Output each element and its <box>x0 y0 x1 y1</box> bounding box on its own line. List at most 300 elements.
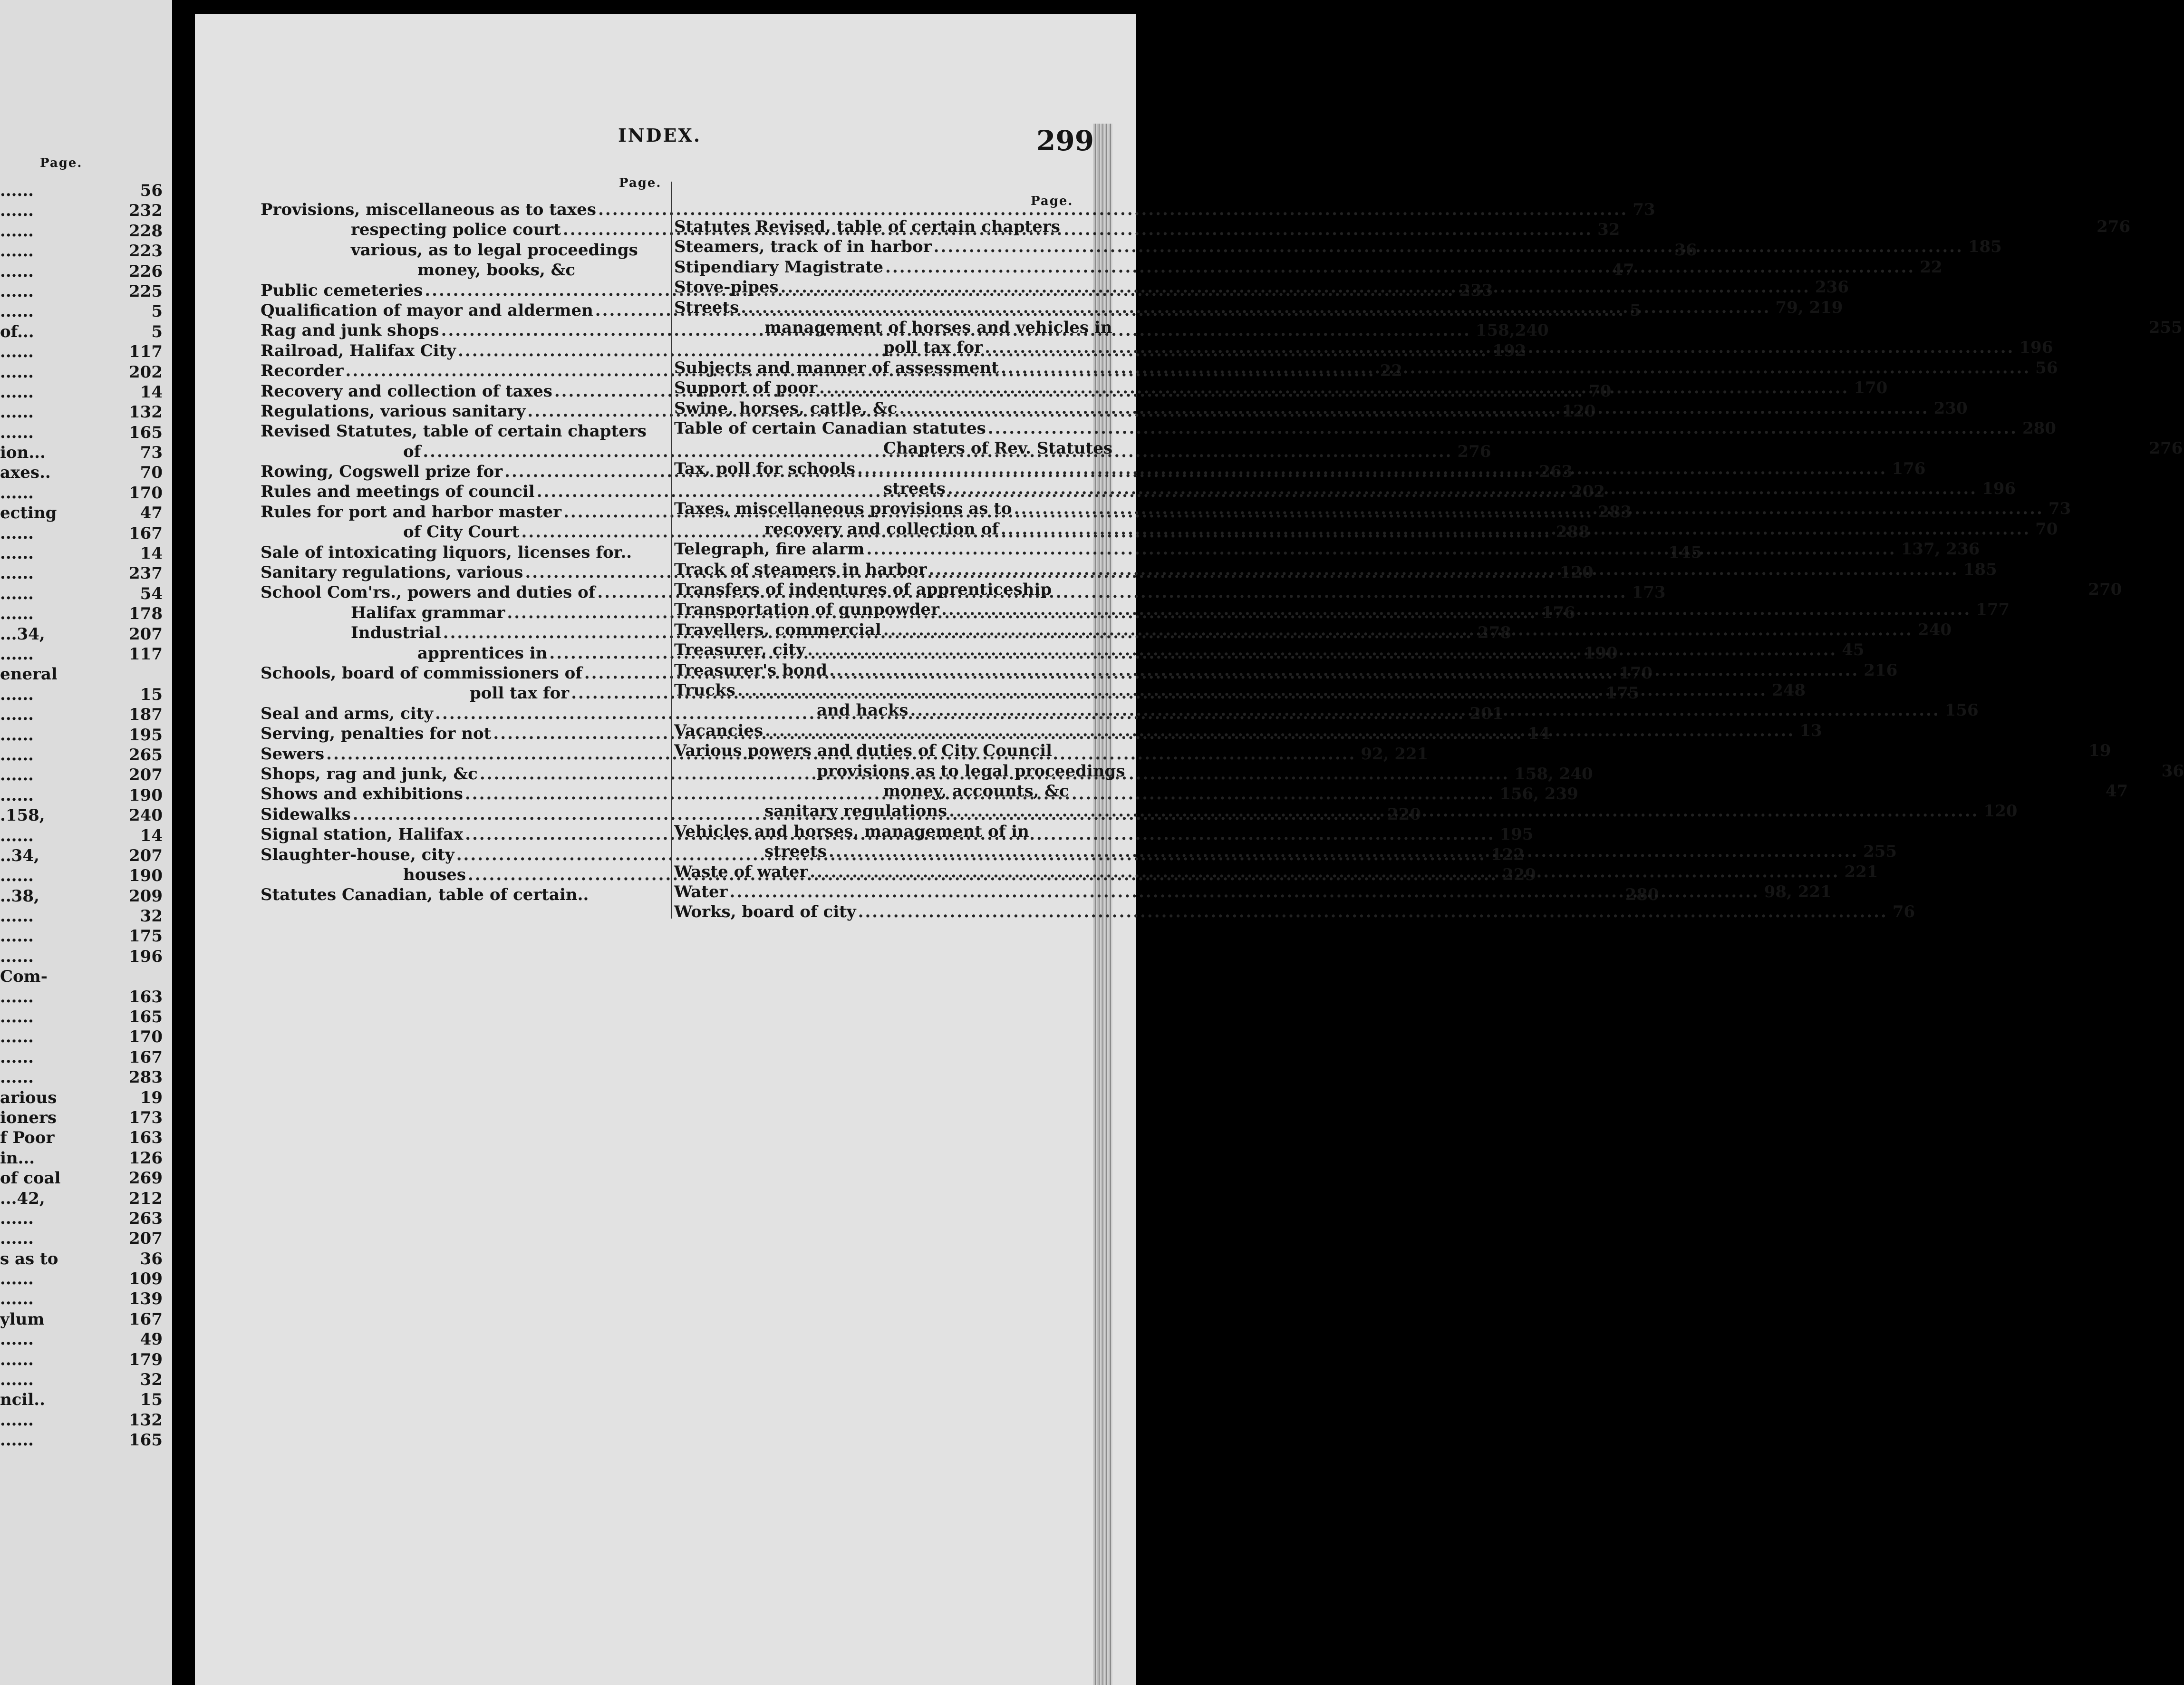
index-term: Water <box>674 882 728 901</box>
index-term: Tax, poll for schools <box>674 459 856 478</box>
left-page-page-ref <box>161 664 172 684</box>
left-page-fragment-text: ...34, <box>0 624 45 644</box>
left-page-page-ref: 187 <box>129 705 163 725</box>
dot-leader <box>737 680 1767 700</box>
left-page-entry <box>0 1168 172 1188</box>
left-page-fragment-text: ...... <box>0 685 34 704</box>
left-page-fragment-text: in... <box>0 1148 35 1168</box>
left-page-fragment-text: ...... <box>0 1047 34 1067</box>
index-term: Halifax grammar <box>351 603 505 622</box>
index-page-ref: 185 <box>1963 560 1997 579</box>
left-page-entry <box>0 181 172 201</box>
left-page-entry <box>0 443 172 463</box>
dot-leader <box>1001 358 2030 378</box>
index-page-ref: 170 <box>1854 378 1888 398</box>
index-page-ref: 270 <box>2088 580 2122 600</box>
index-page-ref: 22 <box>1920 257 1942 277</box>
index-page-ref: 196 <box>2019 338 2053 358</box>
index-page-ref: 255 <box>2148 318 2183 337</box>
dot-leader <box>988 418 2018 438</box>
index-page-ref: 240 <box>1918 620 1952 639</box>
index-page-ref: 158,240 <box>1475 321 1549 340</box>
index-page-ref: 175 <box>1605 684 1640 703</box>
left-page-fragment-text: ...... <box>0 907 34 926</box>
index-term: sanitary regulations <box>764 802 947 821</box>
dot-leader <box>741 298 1770 318</box>
index-page-ref: 32 <box>1597 220 1620 240</box>
index-term: Transfers of indentures of apprenticeship <box>674 580 1052 600</box>
left-page-page-ref: 167 <box>129 1309 163 1329</box>
left-page-page-ref: 232 <box>129 201 163 221</box>
left-page-page-ref: 265 <box>129 745 163 765</box>
left-page-fragment-text: ...... <box>0 1330 34 1349</box>
index-page-ref: 5 <box>1630 300 1641 320</box>
left-page-page-ref: 139 <box>129 1289 163 1309</box>
left-page-fragment-text: s as to <box>0 1249 58 1269</box>
left-page-entry <box>0 705 172 725</box>
index-page-ref: 190 <box>1584 643 1618 663</box>
left-page-entry <box>0 1088 172 1108</box>
left-page-page-ref: 165 <box>129 1431 163 1450</box>
index-term: management of horses and vehicles in <box>764 318 1112 337</box>
index-page-ref: 176 <box>1892 459 1926 478</box>
index-page-ref: 120 <box>1562 401 1596 421</box>
left-page-entry <box>0 1007 172 1027</box>
index-term: Statutes Revised, table of certain chapters <box>674 217 1060 236</box>
left-page-fragment-text: ...... <box>0 604 34 624</box>
left-page-fragment-text: ...... <box>0 1068 34 1087</box>
left-page-fragment-text: ...... <box>0 644 34 664</box>
left-page-page-ref: 190 <box>129 866 163 886</box>
index-term: streets <box>764 842 827 862</box>
left-page-fragment-text: ...... <box>0 785 34 805</box>
index-term: poll tax for <box>883 338 983 358</box>
left-page-entry <box>0 322 172 342</box>
left-page-entry <box>0 866 172 886</box>
column-divider <box>671 182 672 919</box>
index-page-ref: 47 <box>1612 261 1634 280</box>
left-page-page-ref: 207 <box>129 1229 163 1249</box>
index-term: Provisions, miscellaneous as to taxes <box>261 200 597 219</box>
left-page-page-ref: 109 <box>129 1269 163 1289</box>
index-term: Seal and arms, city <box>261 704 434 723</box>
left-page-page-ref: 49 <box>140 1330 163 1349</box>
index-page-ref: 47 <box>2105 781 2128 801</box>
left-page-fragment-text: ...... <box>0 1350 34 1369</box>
left-page-entry <box>0 1289 172 1309</box>
index-page-ref: 173 <box>1632 583 1666 602</box>
left-page-fragment-text: ...... <box>0 564 34 583</box>
dot-leader <box>985 338 2014 358</box>
dot-leader <box>949 801 1979 821</box>
index-term: Trucks <box>674 680 735 700</box>
index-term: Sewers <box>261 744 325 764</box>
left-page-page-ref: 15 <box>140 1390 163 1410</box>
index-page-ref: 177 <box>1976 600 2010 620</box>
left-page-page-ref: 207 <box>129 624 163 644</box>
left-page-fragment-text: of... <box>0 322 34 341</box>
left-page-fragment-text: ...42, <box>0 1189 45 1208</box>
index-page-ref: 137, 236 <box>1901 540 1980 559</box>
left-page-entry <box>0 1027 172 1047</box>
left-page-entry <box>0 563 172 583</box>
index-term: Sanitary regulations, various <box>261 563 523 582</box>
left-page-page-ref: 263 <box>129 1209 163 1228</box>
left-page-entry <box>0 1108 172 1128</box>
index-entry <box>674 438 2183 458</box>
left-page-entry <box>0 846 172 866</box>
index-page-ref: 202 <box>1571 482 1605 502</box>
left-page-page-ref: 32 <box>140 1370 163 1390</box>
index-term: Regulations, various sanitary <box>261 401 526 421</box>
dot-leader <box>807 640 1837 660</box>
left-page-fragment-text: arious <box>0 1088 57 1107</box>
left-page-fragment-text: ...... <box>0 947 34 966</box>
index-entry <box>674 298 1843 318</box>
index-page-ref: 278 <box>1477 623 1511 643</box>
left-page-entry <box>0 483 172 503</box>
dot-leader <box>858 902 1888 922</box>
left-page-page-ref <box>161 967 172 987</box>
index-page-ref: 220 <box>1387 804 1421 824</box>
index-page-ref: 36 <box>1674 240 1697 260</box>
right-column-heading: Page. <box>1031 194 1073 208</box>
left-page-page-ref: 47 <box>140 504 163 523</box>
index-page-ref: 233 <box>1459 281 1493 300</box>
index-page-ref: 19 <box>2088 741 2111 761</box>
index-page-ref: 98, 221 <box>1764 882 1832 901</box>
dot-leader <box>941 600 1971 620</box>
left-page-page-ref: 223 <box>129 242 163 261</box>
index-page-ref: 120 <box>1559 563 1594 582</box>
left-page-page-ref: 117 <box>129 644 163 664</box>
index-page-ref: 22 <box>1380 361 1403 381</box>
left-page-fragment-text: .158, <box>0 806 45 825</box>
index-term: Statutes Canadian, table of certain.. <box>261 885 589 905</box>
index-term: money, books, &c <box>417 261 576 280</box>
left-page-entry <box>0 584 172 604</box>
index-page-ref: 45 <box>1842 640 1865 660</box>
left-page-entry <box>0 1128 172 1148</box>
left-page-fragment-text: ...... <box>0 302 34 321</box>
left-page-fragment-text: ...... <box>0 584 34 603</box>
index-page-ref: 221 <box>1844 862 1878 881</box>
index-term: Rules for port and harbor master <box>261 502 562 522</box>
index-page-ref: 280 <box>1625 885 1659 905</box>
left-page-page-ref: 190 <box>129 785 163 805</box>
left-page-fragment-text: ...... <box>0 725 34 745</box>
dot-leader <box>857 459 1887 479</box>
left-page-entry <box>0 1430 172 1450</box>
dot-leader <box>910 700 1940 720</box>
dot-leader <box>1001 519 2030 539</box>
left-page-entry <box>0 362 172 382</box>
left-page-entry <box>0 1229 172 1249</box>
left-page-entry <box>0 826 172 846</box>
page-header-title: INDEX. <box>618 125 702 146</box>
index-term: Support of poor <box>674 378 818 398</box>
left-page-page-ref: 175 <box>129 927 163 946</box>
index-page-ref: 14 <box>1527 724 1550 744</box>
left-page-entry <box>0 543 172 563</box>
index-term: Signal station, Halifax <box>261 825 464 844</box>
index-page-ref: 170 <box>1619 663 1653 683</box>
dot-leader <box>883 620 1913 640</box>
index-entry <box>261 421 669 441</box>
index-page-ref: 263 <box>1539 462 1573 482</box>
left-page-entry <box>0 685 172 705</box>
left-page-entry <box>0 725 172 745</box>
left-page-page-ref: 178 <box>129 604 163 624</box>
index-page-ref: 73 <box>1633 200 1655 219</box>
left-page-index-column <box>0 181 172 1451</box>
left-page-column-heading: Page. <box>40 156 83 170</box>
index-page-ref: 185 <box>1968 237 2002 257</box>
index-term: and hacks <box>817 701 908 720</box>
left-page-fragment-text: f Poor <box>0 1128 55 1148</box>
index-page-ref: 145 <box>1668 542 1702 562</box>
left-page-entry <box>0 463 172 483</box>
left-page-page-ref: 226 <box>129 261 163 281</box>
left-page-page-ref: 167 <box>129 1047 163 1067</box>
left-page-fragment-text: ...... <box>0 362 34 382</box>
left-page-fragment-text: ...... <box>0 745 34 765</box>
index-page-ref: 70 <box>2035 519 2058 539</box>
index-page-ref: 56 <box>2035 358 2058 378</box>
dot-leader <box>730 882 1759 902</box>
index-page-ref: 158, 240 <box>1514 764 1593 784</box>
left-page-fragment-text: ...... <box>0 765 34 785</box>
index-page-ref: 276 <box>2097 217 2131 236</box>
index-term: of <box>403 442 421 461</box>
left-page-page-ref: 132 <box>129 1410 163 1430</box>
index-page-ref: 79, 219 <box>1775 298 1843 317</box>
index-term: Shows and exhibitions <box>261 784 463 804</box>
index-term: Schools, board of commissioners of <box>261 663 582 683</box>
left-page-entry <box>0 624 172 644</box>
index-page-ref: 280 <box>2022 418 2056 438</box>
dot-leader <box>781 277 1810 297</box>
left-column-heading: Page. <box>619 176 662 190</box>
left-page-page-ref: 170 <box>129 483 163 503</box>
left-page-fragment-text: ...... <box>0 866 34 886</box>
left-page-page-ref: 165 <box>129 423 163 442</box>
left-page-page-ref: 14 <box>140 544 163 563</box>
index-term: Recovery and collection of taxes <box>261 381 552 401</box>
dot-leader <box>1014 499 2044 519</box>
index-term: Table of certain Canadian statutes <box>674 418 986 438</box>
left-page-fragment-text: ...... <box>0 927 34 946</box>
index-term: Subjects and manner of assessment <box>674 358 999 378</box>
dot-leader <box>929 560 1959 580</box>
left-page-entry <box>0 1390 172 1410</box>
index-page-ref: 288 <box>1556 523 1590 542</box>
left-page-page-ref: 126 <box>129 1148 163 1168</box>
index-page-ref: 192 <box>1492 341 1527 360</box>
index-term: Serving, penalties for not <box>261 724 492 744</box>
index-term: streets <box>883 479 946 499</box>
index-term: Streets <box>674 298 739 317</box>
index-entry <box>674 418 2056 438</box>
left-page-fragment-text: ...... <box>0 1370 34 1390</box>
left-page-fragment-text: ...... <box>0 705 34 725</box>
index-term: Sidewalks <box>261 804 351 824</box>
index-term: money, accounts, &c <box>883 781 1069 801</box>
dot-leader <box>947 479 1977 499</box>
left-page-page-ref: 237 <box>129 564 163 583</box>
left-page-fragment-text: ..34, <box>0 846 39 865</box>
index-term: recovery and collection of <box>764 519 999 539</box>
left-page-fragment-text: ...... <box>0 382 34 402</box>
left-page-page-ref: 165 <box>129 1007 163 1027</box>
dot-leader <box>829 660 1859 680</box>
index-page-ref: 36 <box>2161 761 2184 781</box>
index-term: Steamers, track of in harbor <box>674 237 932 257</box>
left-page-entry <box>0 926 172 946</box>
left-page-entry <box>0 967 172 987</box>
index-term: Rules and meetings of council <box>261 482 535 502</box>
index-term: Track of steamers in harbor <box>674 560 927 579</box>
index-page-ref: 229 <box>1502 865 1537 884</box>
index-term: Rowing, Cogswell prize for <box>261 462 503 482</box>
left-page-page-ref: 163 <box>129 987 163 1007</box>
left-page-fragment-text: ...... <box>0 523 34 543</box>
left-page-page-ref: 5 <box>151 322 163 341</box>
left-page-page-ref: 212 <box>129 1189 163 1208</box>
index-page-ref: 248 <box>1772 680 1806 700</box>
index-page-ref: 120 <box>1983 802 2018 821</box>
index-term: Railroad, Halifax City <box>261 341 456 360</box>
left-page-entry <box>0 1067 172 1087</box>
index-term: Treasurer, city <box>674 640 806 660</box>
index-page-ref: 195 <box>1499 825 1534 844</box>
left-page-entry <box>0 1249 172 1269</box>
left-page-entry <box>0 261 172 281</box>
index-page-ref: 216 <box>1864 660 1898 680</box>
left-page-entry <box>0 886 172 906</box>
left-page-page-ref: 73 <box>140 443 163 463</box>
left-page-page-ref: 207 <box>129 765 163 785</box>
left-page-page-ref: 132 <box>129 403 163 422</box>
index-page-ref: 76 <box>1892 902 1915 922</box>
left-page-page-ref: 283 <box>129 1068 163 1087</box>
left-page-entry <box>0 342 172 362</box>
left-page-entry <box>0 221 172 241</box>
index-page-ref: 276 <box>2149 439 2183 458</box>
left-page-fragment-text: ...... <box>0 1431 34 1450</box>
left-page-fragment-text: ...... <box>0 1007 34 1027</box>
left-page-fragment-text: axes.. <box>0 463 51 483</box>
left-page-page-ref: 5 <box>151 302 163 321</box>
left-page-fragment-text: ...... <box>0 483 34 503</box>
index-page-ref: 230 <box>1933 398 1968 418</box>
left-page-page-ref: 170 <box>129 1027 163 1047</box>
left-page-page-ref: 228 <box>129 221 163 241</box>
index-page-ref: 13 <box>1799 721 1822 740</box>
left-page-fragment-text: ...... <box>0 201 34 221</box>
left-page-fragment-text: ...... <box>0 181 34 200</box>
index-term: Various powers and duties of City Council <box>674 741 1052 761</box>
left-page-entry <box>0 906 172 926</box>
index-term: provisions as to legal proceedings <box>817 761 1125 781</box>
index-term: Travellers, commercial <box>674 620 881 639</box>
left-page-entry <box>0 1309 172 1329</box>
left-page-fragment-text: ncil.. <box>0 1390 45 1410</box>
left-page-page-ref: 209 <box>129 886 163 906</box>
left-page-fragment-text: ...... <box>0 544 34 563</box>
left-page-page-ref: 269 <box>129 1169 163 1188</box>
left-page-page-ref: 19 <box>140 1088 163 1107</box>
index-page-ref: 70 <box>1589 381 1612 401</box>
left-page-fragment-text: ...... <box>0 221 34 241</box>
left-page-fragment-text: ...... <box>0 261 34 281</box>
left-page-fragment-text: ..38, <box>0 886 39 906</box>
left-page-entry <box>0 947 172 967</box>
left-page-page-ref: 117 <box>129 342 163 362</box>
index-page-ref: 196 <box>1982 479 2016 499</box>
dot-leader <box>765 721 1795 741</box>
index-entry <box>674 378 1888 398</box>
left-page-entry <box>0 1189 172 1209</box>
left-page-page-ref: 202 <box>129 362 163 382</box>
index-term: various, as to legal proceedings <box>351 240 638 260</box>
index-term: Recorder <box>261 361 344 381</box>
left-page-fragment-text: ...... <box>0 423 34 442</box>
left-page-page-ref: 163 <box>129 1128 163 1148</box>
left-page-fragment-text: ecting <box>0 504 57 523</box>
index-term: Shops, rag and junk, &c <box>261 764 478 784</box>
left-page-entry <box>0 604 172 624</box>
left-page-page-ref: 195 <box>129 725 163 745</box>
dot-leader <box>899 398 1929 418</box>
left-page-fragment-text: ...... <box>0 1229 34 1249</box>
dot-leader <box>885 257 1915 277</box>
left-page-entry <box>0 402 172 422</box>
index-term: Waste of water <box>674 862 808 881</box>
left-page-page-ref: 240 <box>129 806 163 825</box>
left-page-entry <box>0 423 172 443</box>
index-term: Treasurer's bond <box>674 660 828 680</box>
dot-leader <box>829 842 1858 862</box>
page-number: 299 <box>1036 125 1094 157</box>
index-page-ref: 176 <box>1541 603 1575 622</box>
left-page-entry <box>0 201 172 221</box>
index-page-ref: 92, 221 <box>1361 744 1429 764</box>
left-page-entry <box>0 644 172 664</box>
left-page-page-ref: 196 <box>129 947 163 966</box>
index-page-ref: 156 <box>1944 701 1979 720</box>
left-page-fragment-text: of coal <box>0 1169 61 1188</box>
left-page-fragment-text: ...... <box>0 403 34 422</box>
left-page-entry <box>0 765 172 785</box>
dot-leader <box>866 539 1896 559</box>
index-term: Chapters of Rev. Statutes <box>883 439 1113 458</box>
index-term: Sale of intoxicating liquors, licenses for.. <box>261 542 632 562</box>
left-page-fragment-text: ion... <box>0 443 46 463</box>
index-term: Taxes, miscellaneous provisions as to <box>674 499 1012 519</box>
left-page-entry <box>0 1047 172 1067</box>
index-term: of City Court <box>403 523 520 542</box>
index-term: Stipendiary Magistrate <box>674 257 884 277</box>
left-page-page-ref: 36 <box>140 1249 163 1269</box>
index-page-ref: 201 <box>1469 704 1504 723</box>
index-term: Stove-pipes <box>674 278 779 297</box>
left-page-entry <box>0 281 172 301</box>
left-page-fragment-text: ...... <box>0 826 34 845</box>
left-page-page-ref: 173 <box>129 1108 163 1127</box>
index-entry <box>674 902 1915 922</box>
left-page-entry <box>0 1370 172 1390</box>
